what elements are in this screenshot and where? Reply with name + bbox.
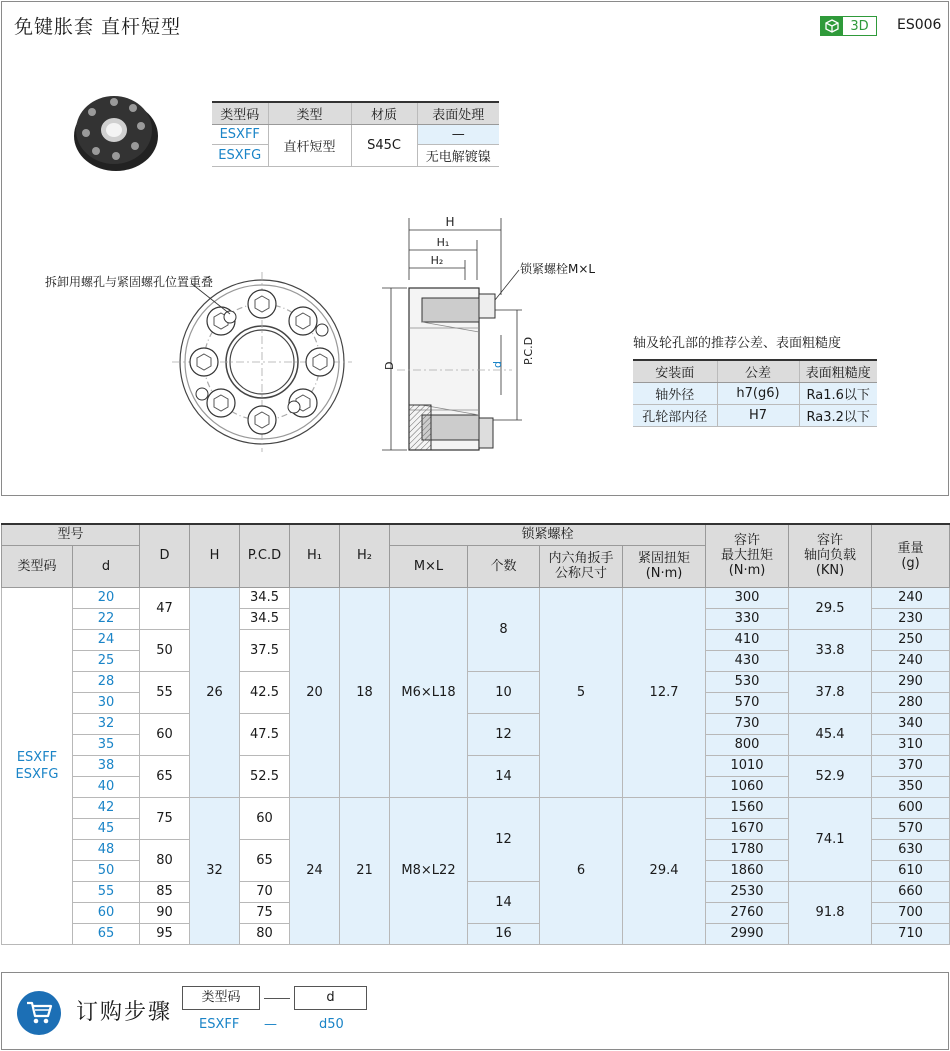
order-separator	[264, 998, 290, 999]
max-torque-cell: 1060	[706, 776, 789, 797]
table-row	[2, 671, 950, 692]
D-cell: 90	[140, 902, 190, 923]
order-example-d: d50	[319, 1017, 344, 1032]
tol-cell: h7(g6)	[717, 383, 799, 405]
cart-icon	[17, 991, 61, 1035]
th-H: H	[190, 524, 240, 587]
max-torque-cell: 330	[706, 608, 789, 629]
d-cell: 45	[73, 818, 140, 839]
dim-D: D	[383, 361, 396, 370]
th-type: 类型	[268, 102, 351, 125]
max-torque-cell: 530	[706, 671, 789, 692]
type-code-cell: ESXFF ESXFG	[2, 587, 73, 944]
torque-cell: 29.4	[623, 797, 706, 944]
th-D: D	[140, 524, 190, 587]
dim-H2: H₂	[430, 254, 444, 267]
weight-cell: 660	[872, 881, 950, 902]
dim-H1: H₁	[436, 236, 450, 249]
order-example-sep: —	[264, 1017, 277, 1032]
weight-cell: 340	[872, 713, 950, 734]
pcd-cell: 65	[240, 839, 290, 881]
order-d-box: d	[294, 986, 367, 1010]
weight-cell: 310	[872, 734, 950, 755]
pcd-cell: 52.5	[240, 755, 290, 797]
max-torque-cell: 730	[706, 713, 789, 734]
th-weight: 重量 (g)	[872, 524, 950, 587]
weight-cell: 710	[872, 923, 950, 944]
th-H1: H₁	[290, 524, 340, 587]
pcd-cell: 47.5	[240, 713, 290, 755]
ML-cell: M6×L18	[390, 587, 468, 797]
table-row	[2, 797, 950, 818]
axial-cell: 33.8	[789, 629, 872, 671]
pcd-cell: 37.5	[240, 629, 290, 671]
table-row	[2, 587, 950, 608]
count-cell: 12	[468, 797, 540, 881]
max-torque-cell: 1560	[706, 797, 789, 818]
th-H2: H₂	[340, 524, 390, 587]
dim-d: d	[491, 361, 504, 368]
tolerance-table	[633, 359, 877, 427]
max-torque-cell: 2530	[706, 881, 789, 902]
max-torque-cell: 800	[706, 734, 789, 755]
d-cell: 30	[73, 692, 140, 713]
th-material: 材质	[351, 102, 417, 125]
pcd-cell: 60	[240, 797, 290, 839]
max-torque-cell: 1780	[706, 839, 789, 860]
code-esxfg: ESXFG	[212, 145, 268, 167]
D-cell: 50	[140, 629, 190, 671]
H-cell: 32	[190, 797, 240, 944]
H2-cell: 18	[340, 587, 390, 797]
D-cell: 80	[140, 839, 190, 881]
th-tolerance: 公差	[717, 360, 799, 383]
count-cell: 8	[468, 587, 540, 671]
cube-icon	[821, 17, 843, 35]
d-cell: 22	[73, 608, 140, 629]
order-panel	[1, 972, 949, 1050]
page-title: 免键胀套 直杆短型	[14, 16, 182, 38]
pcd-cell: 34.5	[240, 587, 290, 608]
axial-cell: 74.1	[789, 797, 872, 881]
count-cell: 12	[468, 713, 540, 755]
d-cell: 42	[73, 797, 140, 818]
th-ML: M×L	[390, 545, 468, 587]
d-cell: 50	[73, 860, 140, 881]
pcd-cell: 70	[240, 881, 290, 902]
table-row	[2, 881, 950, 902]
order-title: 订购步骤	[76, 1000, 173, 1025]
tol-cell: 轴外径	[633, 383, 717, 405]
th-axial-load: 容许 轴向负载 (KN)	[789, 524, 872, 587]
weight-cell: 600	[872, 797, 950, 818]
weight-cell: 630	[872, 839, 950, 860]
th-model: 型号	[2, 524, 140, 545]
th-type-code: 类型码	[212, 102, 268, 125]
surface-none: —	[417, 125, 499, 145]
D-cell: 95	[140, 923, 190, 944]
d-cell: 35	[73, 734, 140, 755]
order-type-code-box: 类型码	[182, 986, 260, 1010]
order-example-code: ESXFF	[199, 1017, 240, 1032]
th-type-code: 类型码	[2, 545, 73, 587]
d-cell: 48	[73, 839, 140, 860]
D-cell: 75	[140, 797, 190, 839]
weight-cell: 250	[872, 629, 950, 650]
weight-cell: 240	[872, 650, 950, 671]
tol-cell: H7	[717, 405, 799, 427]
th-roughness: 表面粗糙度	[799, 360, 877, 383]
weight-cell: 370	[872, 755, 950, 776]
weight-cell: 610	[872, 860, 950, 881]
product-code: ES006	[897, 17, 942, 33]
product-photo	[70, 84, 162, 176]
torque-cell: 12.7	[623, 587, 706, 797]
weight-cell: 240	[872, 587, 950, 608]
max-torque-cell: 570	[706, 692, 789, 713]
d-cell: 24	[73, 629, 140, 650]
H2-cell: 21	[340, 797, 390, 944]
table-row	[2, 755, 950, 776]
H1-cell: 24	[290, 797, 340, 944]
max-torque-cell: 2990	[706, 923, 789, 944]
tol-cell: 孔轮部内径	[633, 405, 717, 427]
bolt-label: 锁紧螺栓M×L	[520, 262, 596, 276]
count-cell: 14	[468, 755, 540, 797]
release-hole-label: 拆卸用螺孔与紧固螺孔位置重叠	[45, 275, 214, 289]
pcd-cell: 34.5	[240, 608, 290, 629]
max-torque-cell: 410	[706, 629, 789, 650]
max-torque-cell: 1670	[706, 818, 789, 839]
pcd-cell: 80	[240, 923, 290, 944]
max-torque-cell: 2760	[706, 902, 789, 923]
count-cell: 14	[468, 881, 540, 923]
D-cell: 85	[140, 881, 190, 902]
th-max-torque: 容许 最大扭矩 (N·m)	[706, 524, 789, 587]
axial-cell: 52.9	[789, 755, 872, 797]
max-torque-cell: 430	[706, 650, 789, 671]
hex-cell: 6	[540, 797, 623, 944]
3d-model-button[interactable]	[820, 16, 877, 36]
d-cell: 32	[73, 713, 140, 734]
axial-cell: 29.5	[789, 587, 872, 629]
material-value: S45C	[351, 125, 417, 167]
th-d: d	[73, 545, 140, 587]
count-cell: 16	[468, 923, 540, 944]
th-hex-key: 内六角扳手 公称尺寸	[540, 545, 623, 587]
H1-cell: 20	[290, 587, 340, 797]
H-cell: 26	[190, 587, 240, 797]
th-pcd: P.C.D	[240, 524, 290, 587]
max-torque-cell: 300	[706, 587, 789, 608]
weight-cell: 290	[872, 671, 950, 692]
hex-cell: 5	[540, 587, 623, 797]
type-value: 直杆短型	[268, 125, 351, 167]
type-table	[212, 101, 499, 167]
D-cell: 47	[140, 587, 190, 629]
pcd-cell: 75	[240, 902, 290, 923]
weight-cell: 230	[872, 608, 950, 629]
tol-cell: Ra1.6以下	[799, 383, 877, 405]
3d-label: 3D	[850, 18, 869, 34]
th-surface-area: 安装面	[633, 360, 717, 383]
d-cell: 38	[73, 755, 140, 776]
axial-cell: 91.8	[789, 881, 872, 944]
front-view-drawing	[172, 262, 372, 462]
axial-cell: 37.8	[789, 671, 872, 713]
weight-cell: 350	[872, 776, 950, 797]
th-torque: 紧固扭矩 (N·m)	[623, 545, 706, 587]
weight-cell: 280	[872, 692, 950, 713]
d-cell: 60	[73, 902, 140, 923]
d-cell: 55	[73, 881, 140, 902]
axial-cell: 45.4	[789, 713, 872, 755]
th-bolt: 锁紧螺栓	[390, 524, 706, 545]
ML-cell: M8×L22	[390, 797, 468, 944]
code-esxff: ESXFF	[212, 125, 268, 145]
d-cell: 25	[73, 650, 140, 671]
dim-H: H	[445, 215, 455, 229]
D-cell: 60	[140, 713, 190, 755]
spec-table	[1, 523, 950, 945]
count-cell: 10	[468, 671, 540, 713]
d-cell: 65	[73, 923, 140, 944]
side-view-drawing	[377, 210, 547, 460]
max-torque-cell: 1860	[706, 860, 789, 881]
d-cell: 20	[73, 587, 140, 608]
d-cell: 40	[73, 776, 140, 797]
D-cell: 65	[140, 755, 190, 797]
table-row	[2, 713, 950, 734]
D-cell: 55	[140, 671, 190, 713]
surface-nickel: 无电解镀镍	[417, 145, 499, 167]
weight-cell: 700	[872, 902, 950, 923]
product-panel	[1, 1, 949, 496]
max-torque-cell: 1010	[706, 755, 789, 776]
dim-pcd: P.C.D	[522, 336, 535, 365]
tol-cell: Ra3.2以下	[799, 405, 877, 427]
th-surface: 表面处理	[417, 102, 499, 125]
th-count: 个数	[468, 545, 540, 587]
tolerance-title: 轴及轮孔部的推荐公差、表面粗糙度	[633, 336, 842, 351]
weight-cell: 570	[872, 818, 950, 839]
d-cell: 28	[73, 671, 140, 692]
pcd-cell: 42.5	[240, 671, 290, 713]
